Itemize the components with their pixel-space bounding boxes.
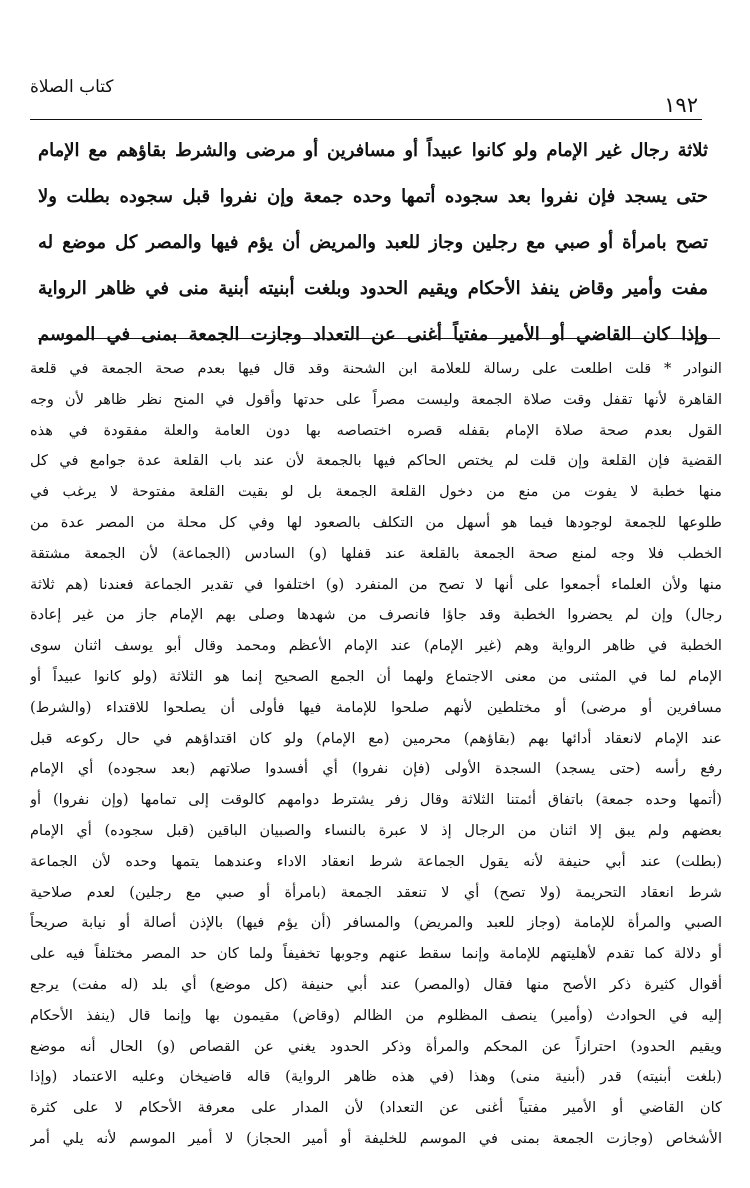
commentary-line: الخطبة في ظاهر الرواية وهم (غير الإمام) عند الإمام الأعظم ومحمد وقال أبو يوسف اثنان سوى [30, 637, 722, 655]
commentary-line: عند الإمام لانعقاد أدائها بهم (بقاؤهم) محرمين (مع الإمام) ولو كان اقتداؤهم في حال ركوعه قبل [30, 729, 722, 747]
commentary-line: إليه في الحوادث (وأمير) ينصف المظلوم من الظالم (وقاض) مقيمون بها وإنما قال (ينفذ الأحكام [30, 1006, 722, 1024]
commentary-line: ويقيم الحدود) احترازاً عن المحكم والمرأة وذكر الحدود يغني عن القصاص (و) الحال أنه موضع [30, 1037, 722, 1055]
commentary-line: (أتمها وحده جمعة) باتفاق أئمتنا الثلاثة وقال زفر يشترط دوامهم كالوقت إلى تمامها (وإن نفروا) أو [30, 791, 722, 809]
commentary-line: الإمام لما في المثنى من معنى الاجتماع ولهما أن الجمع الصحيح إنما هو الثلاثة (ولو كانوا عبيداً أو [30, 667, 722, 685]
commentary-line: الخطب فلا وجه لمنع صحة الجمعة بالقلعة عند قفلها (و) السادس (الجماعة) لأن الجمعة مشتقة [30, 544, 722, 562]
commentary-line: القاهرة لأنها تقفل وقت صلاة الجمعة وليست مصراً على حدتها وأقول في المنح نظر ظاهر لأن وجه [30, 390, 722, 408]
main-text-line: حتى يسجد فإن نفروا بعد سجوده أتمها وحده جمعة وإن نفروا قبل سجوده بطلت ولا [38, 186, 708, 207]
commentary-line: الأشخاص (وجازت الجمعة بمنى في الموسم للخليفة أو أمير الحجاز) لا أمير الموسم لأنه يلي أمر [30, 1129, 722, 1147]
commentary-line: مسافرين أو مرضى) أو مختلطين لأنهم صلحوا للإمامة فيها فأولى أن يصلحوا للاقتداء (والشرط) [30, 698, 722, 716]
page-number: ١٩٢ [664, 93, 698, 117]
commentary-line: النوادر * قلت اطلعت على رسالة للعلامة ابن الشحنة وقد قال فيها بعدم صحة الجمعة في قلعة [30, 360, 722, 377]
commentary-line: القول بعدم صحة صلاة الإمام بقفله قصره اختصاصه بها دون العامة والعلة مفقودة في هذه [30, 421, 722, 439]
running-header-title: كتاب الصلاة [30, 77, 114, 97]
header-divider [30, 119, 702, 120]
commentary-line: أو دلالة كما تقدم لأهليتهم للإمامة وإنما سقط عنهم وجوبها تخفيفاً ولما كان حد المصر مختلفاً فيه على [30, 945, 722, 963]
commentary-line: منها ولأن العلماء أجمعوا على أنها لا تصح من المنفرد (و) اختلفوا في تقدير الجماعة فعندنا (هم ثلاثة [30, 575, 722, 593]
commentary-line: القضية فإن القلعة وإن قلت لم يختص الحاكم فيها بالجمعة لأن عند باب القلعة عدة جوامع في كل [30, 452, 722, 470]
main-text-block [38, 128, 708, 358]
commentary-line: أقوال كثيرة ذكر الأصح منها فقال (والمصر) عند أبي حنيفة (كل موضع) أي بلد (له مفت) يرجع [30, 975, 722, 993]
main-text-line: وإذا كان القاضي أو الأمير مفتياً أغنى عن التعداد وجازت الجمعة بمنى في الموسم [38, 324, 708, 345]
commentary-line: رفع رأسه (حتى يسجد) السجدة الأولى (فإن نفروا) أي أفسدوا صلاتهم (بعد سجوده) أي الإمام [30, 760, 722, 778]
main-text-line: تصح بامرأة أو صبي مع رجلين وجاز للعبد والمريض أن يؤم فيها والمصر كل موضع له [38, 232, 708, 253]
commentary-line: (بطلت) عند أبي حنيفة لأنه يقول الجماعة شرط انعقاد الاداء وعندهما يتمها وحده لأن الجماعة [30, 852, 722, 870]
commentary-line: رجال) وإن لم يحضروا الخطبة وقد جاؤا فانصرف من شهدها وصلى بهم الإمام جاز من غير إعادة [30, 606, 722, 624]
commentary-line: شرط انعقاد التحريمة (ولا تصح) أي لا تنعقد الجمعة (بامرأة أو صبي مع رجلين) لعدم صلاحية [30, 883, 722, 901]
main-text-line: مفت وأمير وقاض ينفذ الأحكام ويقيم الحدود وبلغت أبنيته أبنية منى في ظاهر الرواية [38, 278, 708, 299]
commentary-line: منها خطبة لا يفوت من منع من دخول القلعة الجمعة بل لو بقيت القلعة مفتوحة لا يرغب في [30, 483, 722, 501]
commentary-line: طلوعها للجمعة لوجودها فيما هو أسهل من التكلف بالصعود لها وفي كل محلة من المصر عدة من [30, 513, 722, 531]
commentary-line: (بلغت أبنيته) قدر (أبنية منى) وهذا (في هذه ظاهر الرواية) قاله قاضيخان وعليه الاعتماد (وإذا [30, 1068, 722, 1086]
main-text-line: ثلاثة رجال غير الإمام ولو كانوا عبيداً أو مسافرين أو مرضى والشرط بقاؤهم مع الإمام [38, 140, 708, 161]
commentary-line: كان القاضي أو الأمير مفتياً أغنى عن التعداد) لأن المدار على معرفة الأحكام لا على كثرة [30, 1099, 722, 1117]
commentary-line: الصبي والمرأة للإمامة (وجاز للعبد والمريض) والمسافر (أن يؤم فيها) بالإذن أصالة أو نيابة صريحاً [30, 914, 722, 932]
commentary-line: بعضهم ولم يبق إلا اثنان من الرجال إذ لا عبرة بالنساء والصبيان الباقين (قبل سجوده) أي الإمام [30, 821, 722, 839]
commentary-block [30, 354, 722, 1155]
commentary-divider [38, 338, 720, 339]
